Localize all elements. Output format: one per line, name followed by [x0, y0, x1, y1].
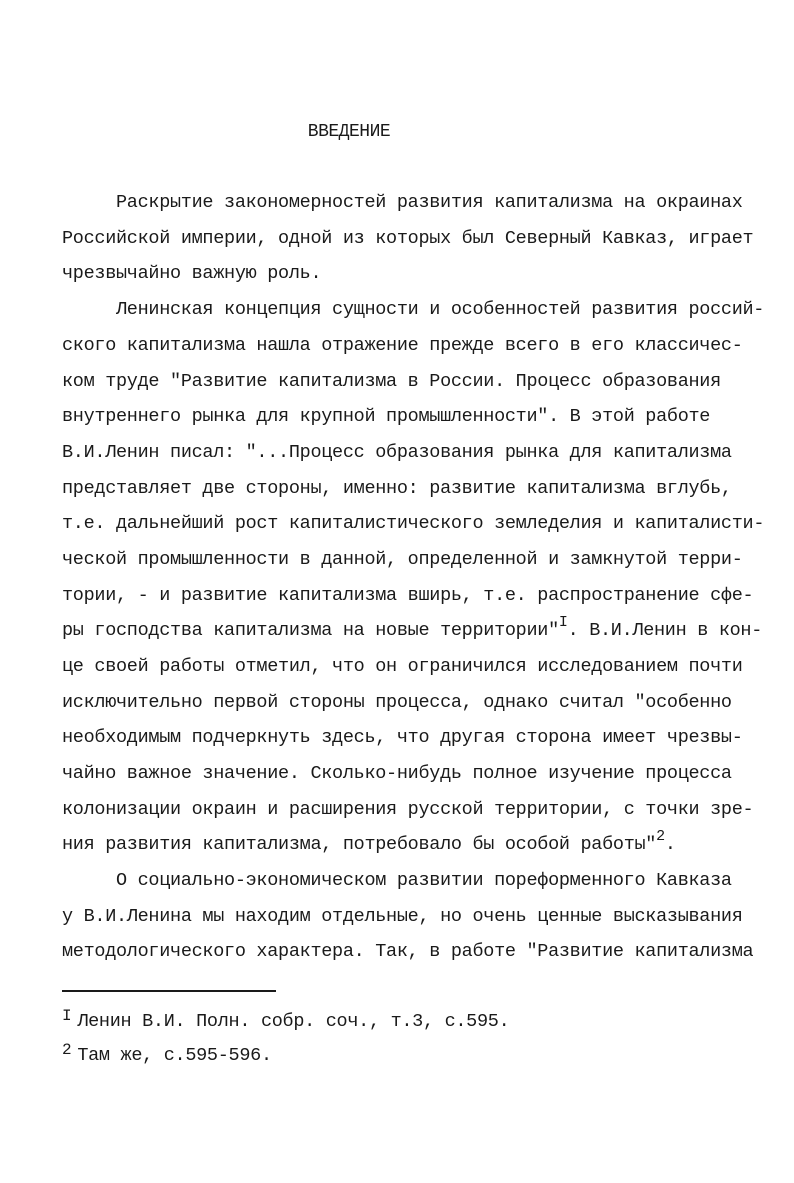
text-line: представляет две стороны, именно: развитие капитализма вглубь, — [62, 478, 732, 499]
text-line: Раскрытие закономерностей развития капитализма на окраинах — [116, 192, 743, 213]
footnote-divider — [62, 990, 276, 992]
text-line: внутреннего рынка для крупной промышленности". В этой работе — [62, 406, 711, 427]
footnote-ref: 2 — [656, 828, 665, 845]
text-segment: . В.И.Ленин в кон- — [567, 620, 763, 641]
text-segment: . — [664, 834, 676, 855]
page-title: ВВЕДЕНИЕ — [307, 122, 391, 142]
text-line: Ленинская концепция сущности и особенностей развития россий- — [116, 299, 765, 320]
text-line: ком труде "Развитие капитализма в России. Процесс образования — [62, 371, 721, 392]
text-line — [62, 614, 763, 643]
text-line: исключительно первой стороны процесса, однако считал "особенно — [62, 692, 732, 713]
text-line: тории, - и развитие капитализма вширь, т.е. распространение сфе- — [62, 585, 754, 606]
footnote-text: Ленин В.И. Полн. собр. соч., т.3, с.595. — [77, 1011, 510, 1032]
footnote-mark: 2 — [62, 1041, 72, 1059]
text-line: чрезвычайно важную роль. — [62, 263, 322, 284]
footnote-text: Там же, с.595-596. — [77, 1045, 272, 1066]
text-line: ского капитализма нашла отражение прежде всего в его классичес- — [62, 335, 743, 356]
text-line: О социально-экономическом развитии пореформенного Кавказа — [116, 870, 732, 891]
footnote-mark: I — [62, 1007, 72, 1025]
text-line: у В.И.Ленина мы находим отдельные, но очень ценные высказывания — [62, 906, 743, 927]
text-line: ческой промышленности в данной, определенной и замкнутой терри- — [62, 549, 743, 570]
text-line: чайно важное значение. Сколько-нибудь полное изучение процесса — [62, 763, 732, 784]
text-line: це своей работы отметил, что он ограничился исследованием почти — [62, 656, 743, 677]
footnote — [62, 1007, 510, 1033]
text-line: т.е. дальнейший рост капиталистического земледелия и капиталисти- — [62, 513, 765, 534]
text-line: необходимым подчеркнуть здесь, что другая сторона имеет чрезвы- — [62, 727, 743, 748]
text-segment: ры господства капитализма на новые территории" — [62, 620, 559, 641]
text-line: методологического характера. Так, в работе "Развитие капитализма — [62, 941, 754, 962]
text-line: В.И.Ленин писал: "...Процесс образования рынка для капитализма — [62, 442, 732, 463]
footnote-ref: I — [558, 614, 568, 631]
text-segment: ния развития капитализма, потребовало бы особой работы" — [62, 834, 657, 855]
text-line: колонизации окраин и расширения русской территории, с точки зре- — [62, 799, 754, 820]
text-line — [62, 828, 676, 857]
footnote — [62, 1041, 272, 1067]
text-line: Российской империи, одной из которых был Северный Кавказ, играет — [62, 228, 754, 249]
